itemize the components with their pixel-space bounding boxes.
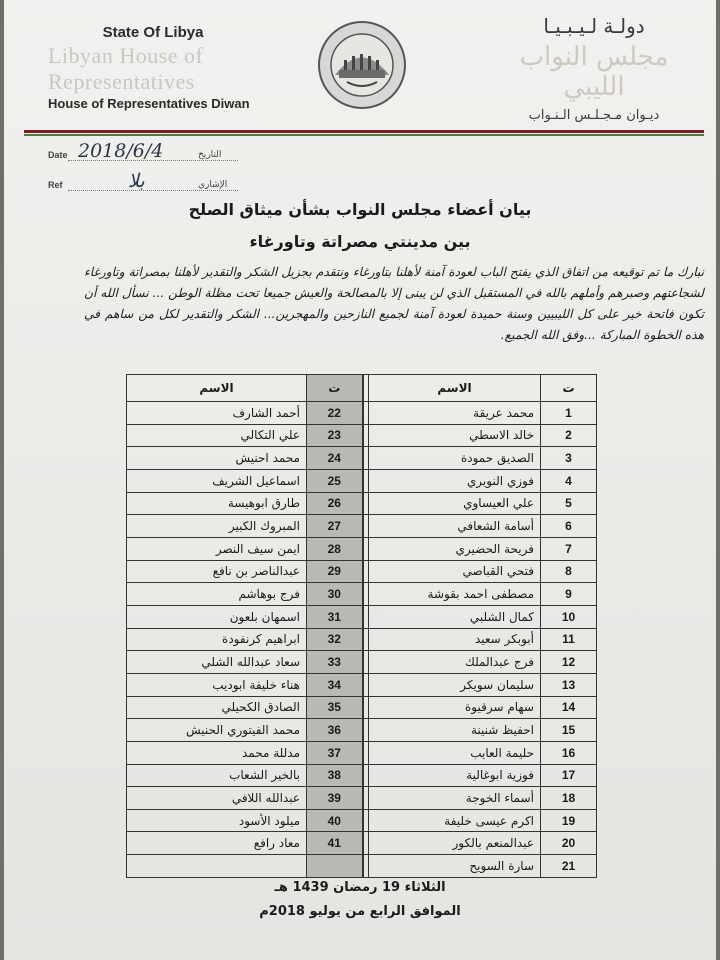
table-row: [127, 402, 597, 425]
member-name: اسماعيل الشريف: [127, 469, 307, 492]
member-number: 13: [541, 673, 597, 696]
member-number: 19: [541, 809, 597, 832]
col-name-right: الاسم: [369, 375, 541, 402]
member-name: حليمة العايب: [369, 741, 541, 764]
member-name: هناء خليفة ابوديب: [127, 673, 307, 696]
member-number: 27: [307, 515, 363, 538]
statement-title: بيان أعضاء مجلس النواب بشأن ميثاق الصلح: [188, 200, 532, 219]
member-name: أسماء الخوجة: [369, 787, 541, 810]
table-row: [127, 764, 597, 787]
member-name: ابراهيم كرنفودة: [127, 628, 307, 651]
ref-row: [48, 170, 228, 192]
member-name: خالد الاسطي: [369, 424, 541, 447]
column-separator: [363, 583, 369, 606]
member-number: 22: [307, 402, 363, 425]
column-separator: [363, 651, 369, 674]
watermark-ar: مجلس النواب الليبي: [519, 42, 669, 102]
header-arabic: [494, 14, 694, 123]
col-name-left: الاسم: [127, 375, 307, 402]
statement-subtitle: بين مدينتي مصراتة وتاورغاء: [249, 232, 471, 251]
diwan-en-label: House of Representatives Diwan: [48, 96, 250, 111]
member-number: [307, 855, 363, 878]
member-number: 11: [541, 628, 597, 651]
member-number: 40: [307, 809, 363, 832]
member-number: 9: [541, 583, 597, 606]
member-number: 14: [541, 696, 597, 719]
table-row: [127, 719, 597, 742]
member-number: 30: [307, 583, 363, 606]
table-row: [127, 696, 597, 719]
column-separator: [363, 402, 369, 425]
member-number: 29: [307, 560, 363, 583]
date-row: [48, 140, 222, 162]
member-number: 31: [307, 605, 363, 628]
member-number: 15: [541, 719, 597, 742]
member-number: 26: [307, 492, 363, 515]
member-name: محمد الفيتوري الحنيش: [127, 719, 307, 742]
watermark-en-line2: Representatives: [48, 69, 195, 94]
header-divider: [24, 130, 704, 136]
member-number: 38: [307, 764, 363, 787]
member-name: سارة السويح: [369, 855, 541, 878]
member-name: أحمد الشارف: [127, 402, 307, 425]
column-separator: [363, 447, 369, 470]
member-name: عبدالله اللافي: [127, 787, 307, 810]
member-name: [127, 855, 307, 878]
table-row: [127, 424, 597, 447]
member-number: 36: [307, 719, 363, 742]
member-name: المبروك الكبير: [127, 515, 307, 538]
state-of-libya-ar: دولـة لـيـبـيـا: [543, 14, 645, 38]
member-number: 39: [307, 787, 363, 810]
parliament-emblem-icon: [317, 20, 407, 110]
table-row: [127, 447, 597, 470]
col-num-left: ت: [307, 375, 363, 402]
table-row: [127, 605, 597, 628]
member-name: الصادق الكحيلي: [127, 696, 307, 719]
column-separator: [363, 719, 369, 742]
column-separator: [363, 469, 369, 492]
column-separator: [363, 628, 369, 651]
member-name: اكرم عيسى خليفة: [369, 809, 541, 832]
column-separator: [363, 855, 369, 878]
table-row: [127, 560, 597, 583]
member-number: 16: [541, 741, 597, 764]
member-number: 10: [541, 605, 597, 628]
member-number: 21: [541, 855, 597, 878]
table-row: [127, 741, 597, 764]
member-name: فرج عبدالملك: [369, 651, 541, 674]
date-label-en: Date: [48, 150, 68, 160]
member-name: طارق ابوهيسة: [127, 492, 307, 515]
column-separator: [363, 809, 369, 832]
table-header-row: [127, 375, 597, 402]
member-name: ميلود الأسود: [127, 809, 307, 832]
member-number: 35: [307, 696, 363, 719]
member-name: فوزي النويري: [369, 469, 541, 492]
member-number: 1: [541, 402, 597, 425]
member-name: سعاد عبدالله الشلي: [127, 651, 307, 674]
member-number: 37: [307, 741, 363, 764]
column-separator: [363, 832, 369, 855]
member-number: 7: [541, 537, 597, 560]
footer-gregorian-date: الموافق الرابع من يوليو 2018م: [259, 904, 461, 919]
member-name: محمد احنيش: [127, 447, 307, 470]
ref-label-ar: الإشاري: [198, 180, 228, 190]
table-row: [127, 515, 597, 538]
member-name: احفيظ شنينة: [369, 719, 541, 742]
member-number: 33: [307, 651, 363, 674]
table-row: [127, 651, 597, 674]
ref-value: بلا: [128, 170, 145, 192]
member-number: 32: [307, 628, 363, 651]
member-name: علي التكالي: [127, 424, 307, 447]
member-number: 23: [307, 424, 363, 447]
statement-body: نبارك ما تم توقيعه من اتفاق الذي يفتح الباب لعودة آمنة لأهلنا بتاورغاء ونتقدم بجزيل الشكر والتقدير لأهلنا بمصراتة وتاورغاء لشجاعتهم وصبرهم وأملهم بالله في المستقبل الذي لن يبنى إلا بالمصالحة والعيش جميعا تحت مظلة الوطن ... نسأل الله أن تكون فاتحة خير على كل الليبيين وسنة حميدة لعودة آمنة لجميع النازحين والمهجرين... الشكر والتقدير لكل من ساهم في هذه الخطوة المباركة ...وفق الله الجميع.: [84, 265, 704, 342]
member-number: 8: [541, 560, 597, 583]
member-number: 12: [541, 651, 597, 674]
column-separator: [363, 537, 369, 560]
col-num-right: ت: [541, 375, 597, 402]
member-name: سليمان سويكر: [369, 673, 541, 696]
member-name: عبدالناصر بن نافع: [127, 560, 307, 583]
member-name: الصديق حمودة: [369, 447, 541, 470]
member-name: اسمهان بلعون: [127, 605, 307, 628]
member-name: فرج بوهاشم: [127, 583, 307, 606]
column-separator: [363, 741, 369, 764]
members-table-body: [127, 402, 597, 878]
table-row: [127, 832, 597, 855]
member-number: 5: [541, 492, 597, 515]
column-separator: [363, 492, 369, 515]
member-number: 41: [307, 832, 363, 855]
member-number: 24: [307, 447, 363, 470]
member-name: مدللة محمد: [127, 741, 307, 764]
member-number: 28: [307, 537, 363, 560]
member-name: فتحي القباصي: [369, 560, 541, 583]
footer-hijri-date: الثلاثاء 19 رمضان 1439 هـ: [274, 880, 446, 895]
member-number: 34: [307, 673, 363, 696]
diwan-ar-label: ديـوان مـجـلـس الـنـواب: [528, 108, 660, 123]
column-separator: [363, 560, 369, 583]
column-separator: [363, 424, 369, 447]
member-name: ايمن سيف النصر: [127, 537, 307, 560]
member-name: مصطفى احمد بقوشة: [369, 583, 541, 606]
table-row: [127, 537, 597, 560]
member-number: 25: [307, 469, 363, 492]
member-name: علي العيساوي: [369, 492, 541, 515]
member-name: أبوبكر سعيد: [369, 628, 541, 651]
member-name: بالخير الشعاب: [127, 764, 307, 787]
date-label-ar: التاريخ: [198, 150, 222, 160]
member-number: 4: [541, 469, 597, 492]
column-separator: [363, 787, 369, 810]
column-separator: [363, 673, 369, 696]
member-number: 6: [541, 515, 597, 538]
column-separator: [363, 764, 369, 787]
table-row: [127, 492, 597, 515]
table-row: [127, 809, 597, 832]
watermark-en-line1: Libyan House of: [48, 43, 204, 68]
members-table: [126, 374, 597, 878]
member-name: سهام سرقيوة: [369, 696, 541, 719]
date-value: 2018/6/4: [78, 140, 164, 162]
document-page: [4, 0, 716, 960]
table-row: [127, 583, 597, 606]
column-separator: [363, 515, 369, 538]
table-row: [127, 628, 597, 651]
column-separator: [363, 696, 369, 719]
member-name: معاد رافع: [127, 832, 307, 855]
member-name: فوزية ابوغالية: [369, 764, 541, 787]
member-number: 2: [541, 424, 597, 447]
member-number: 18: [541, 787, 597, 810]
column-separator: [363, 605, 369, 628]
ref-label-en: Ref: [48, 180, 63, 190]
member-number: 20: [541, 832, 597, 855]
table-row: [127, 855, 597, 878]
member-number: 17: [541, 764, 597, 787]
table-row: [127, 787, 597, 810]
state-of-libya-label: State Of Libya: [102, 24, 204, 41]
member-name: كمال الشلبي: [369, 605, 541, 628]
table-row: [127, 673, 597, 696]
member-name: أسامة الشعافي: [369, 515, 541, 538]
member-name: عبدالمنعم بالكور: [369, 832, 541, 855]
member-name: محمد عريقة: [369, 402, 541, 425]
member-number: 3: [541, 447, 597, 470]
table-row: [127, 469, 597, 492]
member-name: فريحة الحضيري: [369, 537, 541, 560]
header-english: [48, 24, 288, 111]
